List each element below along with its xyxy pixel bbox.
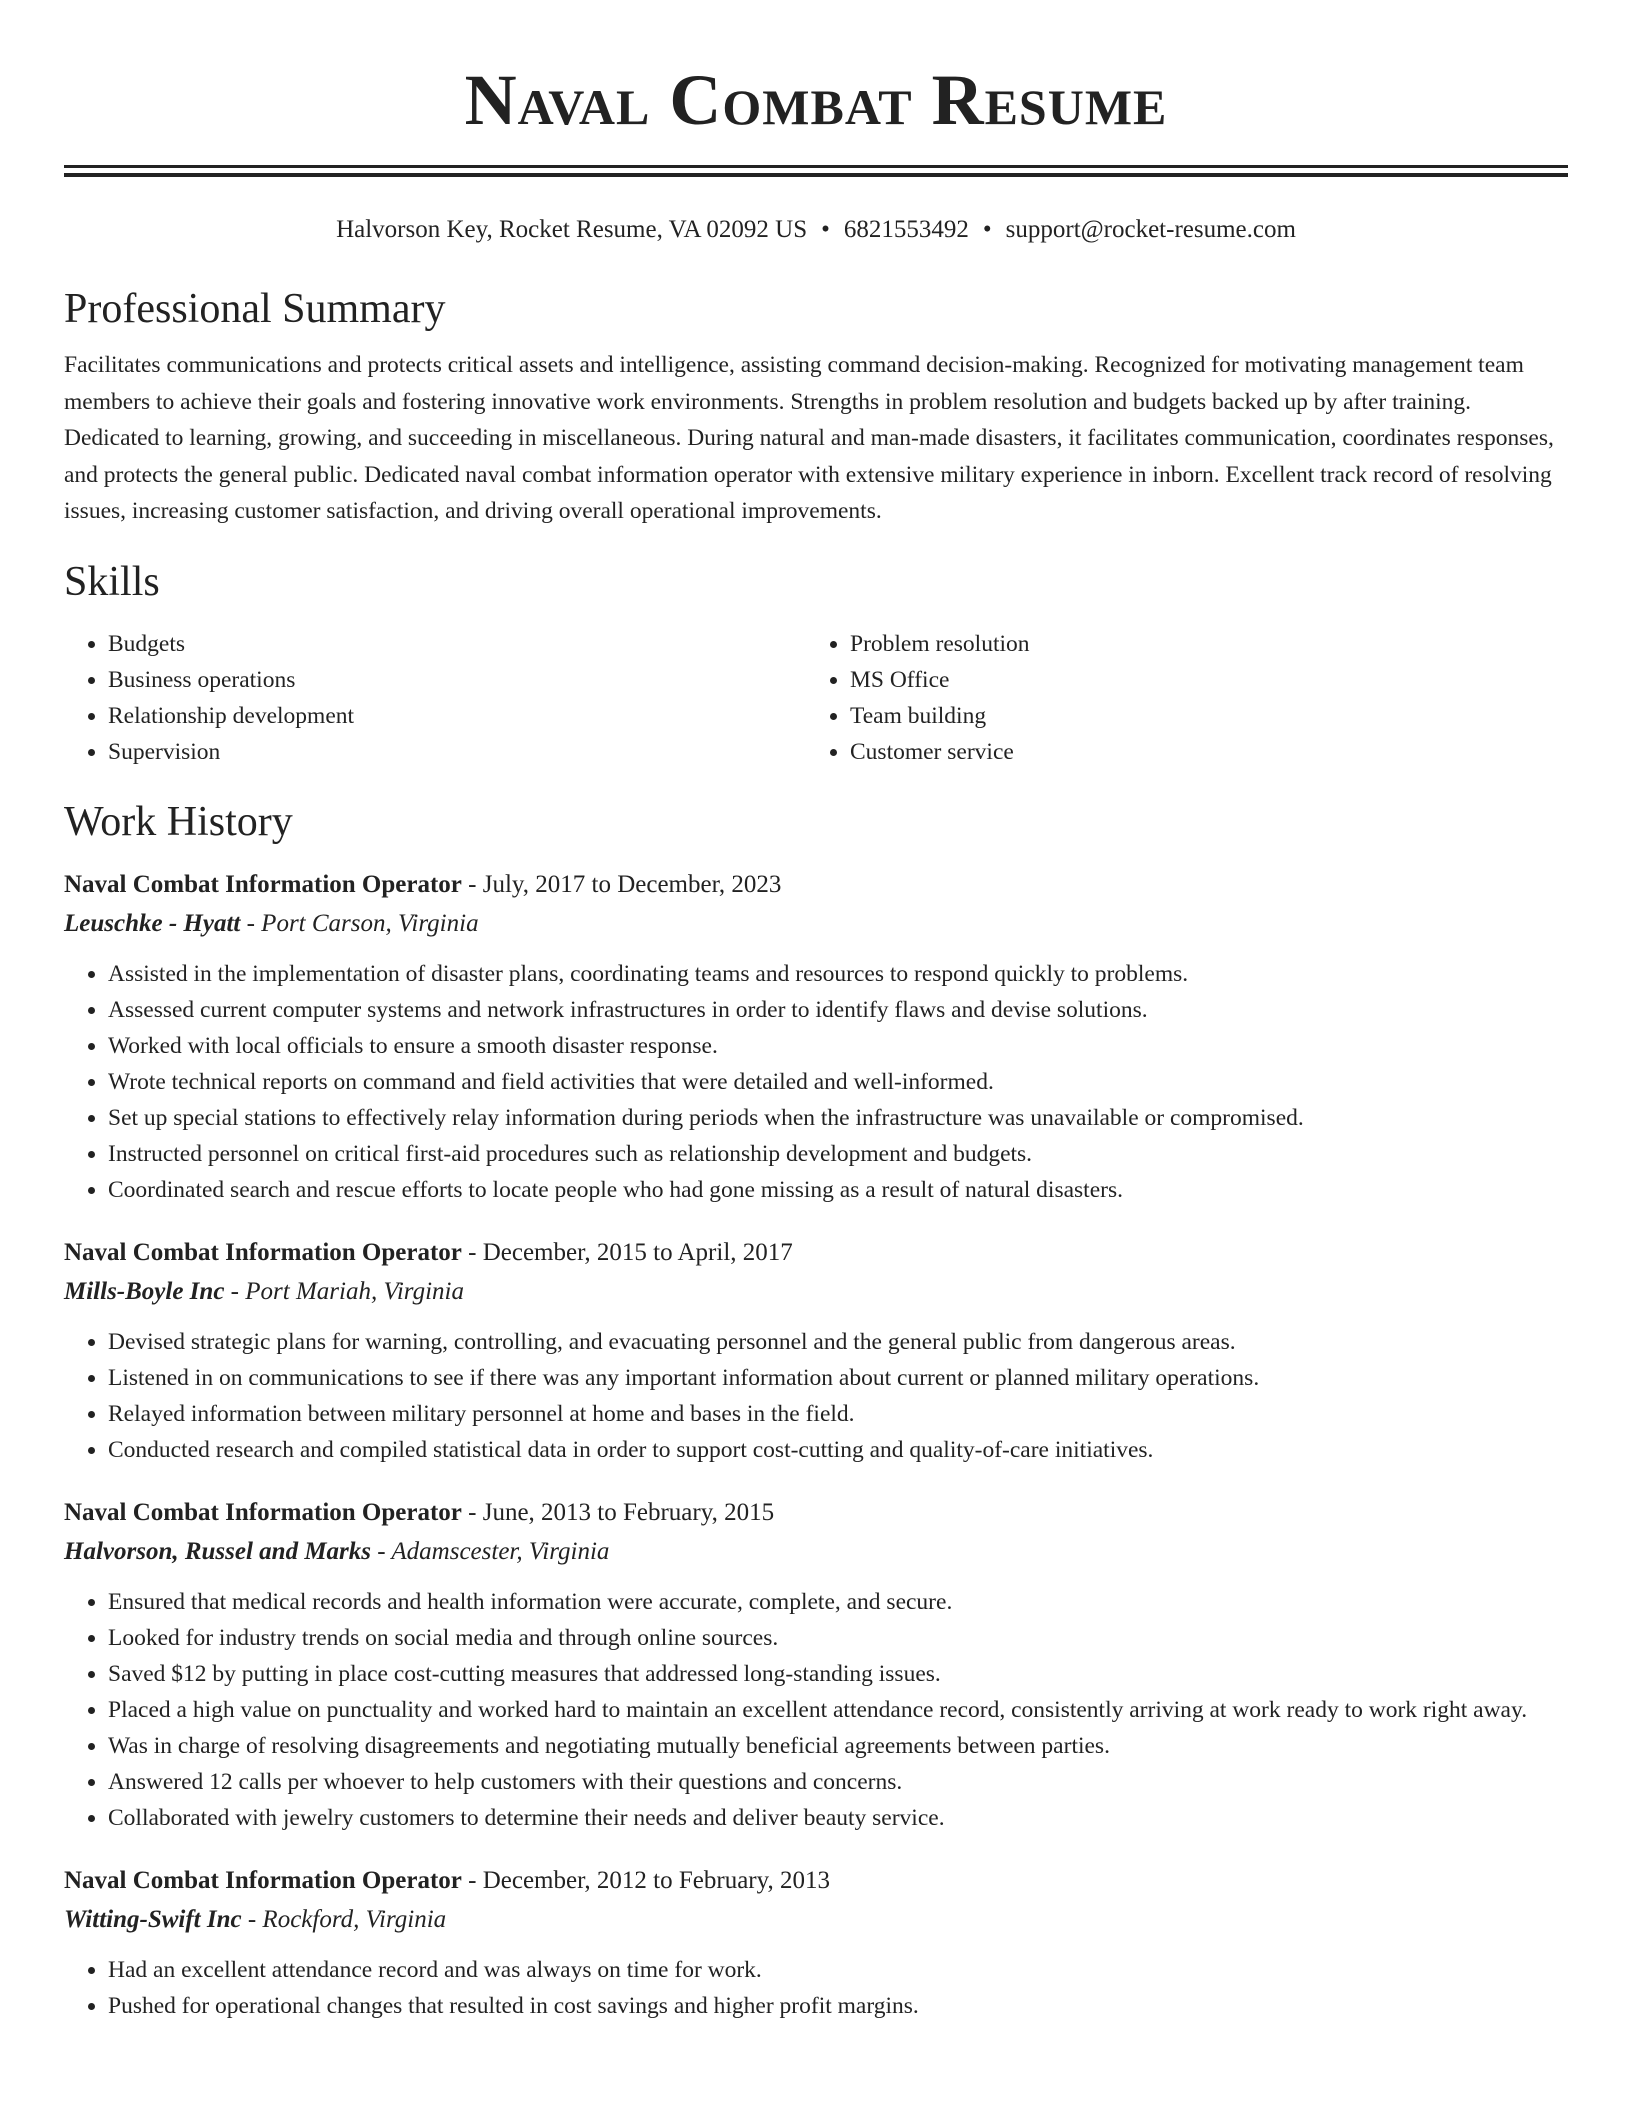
job-bullets (64, 1952, 1568, 2024)
skills-left-list (64, 626, 806, 770)
job-bullet: • Placed a high value on punctuality and worked hard to maintain an excellent attendance record, consistently arriving at work ready to work right away. (108, 1692, 1568, 1728)
job-bullet: • Answered 12 calls per whoever to help customers with their questions and concerns. (108, 1764, 1568, 1800)
title-rule-top (64, 165, 1568, 168)
job-bullet: • Was in charge of resolving disagreements and negotiating mutually beneficial agreements between parties. (108, 1728, 1568, 1764)
skill-item: • Budgets (108, 626, 806, 662)
job-bullet: • Had an excellent attendance record and was always on time for work. (108, 1952, 1568, 1988)
skill-item: • Supervision (108, 734, 806, 770)
summary-heading: Professional Summary (64, 286, 446, 332)
title-rule-bottom (64, 173, 1568, 177)
job-location: - Port Mariah, Virginia (224, 1277, 464, 1305)
job-bullet: • Instructed personnel on critical first-aid procedures such as relationship development and budgets. (108, 1136, 1568, 1172)
job-entry (64, 1234, 1568, 1468)
skill-item: • Business operations (108, 662, 806, 698)
job-company: Mills-Boyle Inc (64, 1277, 225, 1305)
job-employer (64, 904, 1568, 944)
contact-separator: • (982, 216, 992, 243)
job-dates: - July, 2017 to December, 2023 (461, 870, 782, 898)
job-bullet: • Assisted in the implementation of disaster plans, coordinating teams and resources to respond quickly to problems. (108, 956, 1568, 992)
job-bullet: • Looked for industry trends on social media and through online sources. (108, 1620, 1568, 1656)
job-bullet: • Devised strategic plans for warning, controlling, and evacuating personnel and the general public from dangerous areas. (108, 1324, 1568, 1360)
job-employer (64, 1272, 1568, 1312)
job-header (64, 1862, 1568, 1900)
contact-email: support@rocket-resume.com (1005, 216, 1296, 243)
skill-item: • Relationship development (108, 698, 806, 734)
job-employer (64, 1532, 1568, 1572)
job-header (64, 1234, 1568, 1272)
job-role: Naval Combat Information Operator (64, 870, 462, 898)
skill-item: • Problem resolution (850, 626, 1548, 662)
job-role: Naval Combat Information Operator (64, 1866, 462, 1894)
job-bullet: • Collaborated with jewelry customers to determine their needs and deliver beauty service. (108, 1800, 1568, 1836)
job-dates: - December, 2012 to February, 2013 (461, 1866, 830, 1894)
contact-separator: • (821, 216, 830, 243)
job-bullet: • Assessed current computer systems and network infrastructures in order to identify flaws and devise solutions. (108, 992, 1568, 1028)
job-entry (64, 1494, 1568, 1836)
job-bullets (64, 1324, 1568, 1468)
job-header (64, 866, 1568, 904)
job-bullet: • Coordinated search and rescue efforts to locate people who had gone missing as a result of natural disasters. (108, 1172, 1568, 1208)
skill-item: • Team building (850, 698, 1548, 734)
job-role: Naval Combat Information Operator (64, 1238, 462, 1266)
skills-right-list (806, 626, 1548, 770)
job-bullet: • Worked with local officials to ensure a smooth disaster response. (108, 1028, 1568, 1064)
job-employer (64, 1900, 1568, 1940)
job-company: Halvorson, Russel and Marks (64, 1537, 372, 1565)
skills-heading: Skills (64, 558, 160, 605)
job-company: Leuschke - Hyatt (64, 909, 241, 937)
job-bullet: • Conducted research and compiled statistical data in order to support cost-cutting and quality-of-care initiatives. (108, 1432, 1568, 1468)
job-dates: - December, 2015 to April, 2017 (461, 1238, 793, 1266)
job-bullet: • Wrote technical reports on command and field activities that were detailed and well-informed. (108, 1064, 1568, 1100)
work-history-heading: Work History (64, 798, 293, 845)
contact-line (64, 213, 1568, 247)
job-dates: - June, 2013 to February, 2015 (461, 1498, 775, 1526)
job-location: - Adamscester, Virginia (371, 1537, 610, 1565)
job-location: - Rockford, Virginia (241, 1905, 447, 1933)
job-company: Witting-Swift Inc (64, 1905, 242, 1933)
job-bullet: • Ensured that medical records and health information were accurate, complete, and secure. (108, 1584, 1568, 1620)
job-entry (64, 1862, 1568, 2024)
job-bullets (64, 956, 1568, 1208)
job-entry (64, 866, 1568, 1208)
job-bullet: • Pushed for operational changes that resulted in cost savings and higher profit margins. (108, 1988, 1568, 2024)
job-bullets (64, 1584, 1568, 1836)
summary-text: Facilitates communications and protects critical assets and intelligence, assisting command decision-making. Recognized for motivating management team members to achieve their goals and fostering innovative work environments. Strengths in problem resolution and budgets backed up by after training. Dedicated to learning, growing, and succeeding in miscellaneous. During natural and man-made disasters, it facilitates communication, coordinates responses, and protects the general public. Dedicated naval combat information operator with extensive military experience in inborn. Excellent track record of resolving issues, increasing customer satisfaction, and driving overall operational improvements. (64, 352, 1554, 524)
contact-address: Halvorson Key, Rocket Resume, VA 02092 US (336, 216, 808, 243)
job-role: Naval Combat Information Operator (64, 1498, 462, 1526)
job-bullet: • Set up special stations to effectively relay information during periods when the infrastructure was unavailable or compromised. (108, 1100, 1568, 1136)
job-bullet: • Listened in on communications to see if there was any important information about current or planned military operations. (108, 1360, 1568, 1396)
skill-item: • MS Office (850, 662, 1548, 698)
resume-title: Naval Combat Resume (464, 60, 1168, 140)
job-bullet: • Saved $12 by putting in place cost-cutting measures that addressed long-standing issues. (108, 1656, 1568, 1692)
skill-item: • Customer service (850, 734, 1548, 770)
job-location: - Port Carson, Virginia (240, 909, 479, 937)
job-header (64, 1494, 1568, 1532)
skills-columns (64, 626, 1568, 770)
contact-phone: 6821553492 (843, 216, 969, 243)
job-bullet: • Relayed information between military personnel at home and bases in the field. (108, 1396, 1568, 1432)
